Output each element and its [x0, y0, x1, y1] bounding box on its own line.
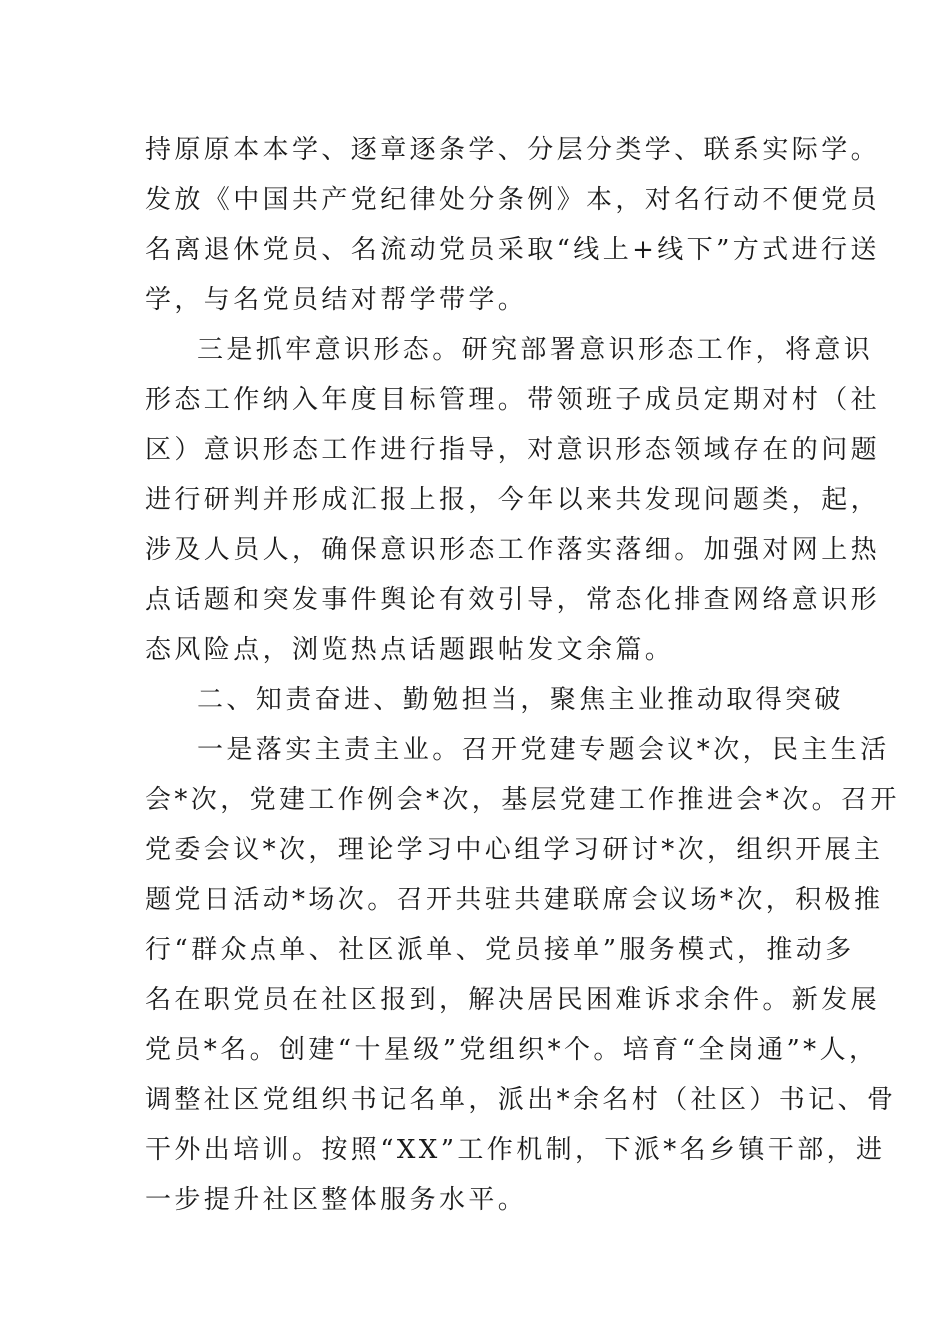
- text-line: 发放《中国共产党纪律处分条例》本，对名行动不便党员: [145, 185, 881, 215]
- text-line: 题党日活动*场次。召开共驻共建联席会议场*次，积极推: [145, 885, 884, 915]
- text-line: 态风险点，浏览热点话题跟帖发文余篇。: [145, 635, 675, 665]
- text-line: 点话题和突发事件舆论有效引导，常态化排查网络意识形: [145, 585, 881, 615]
- text-line: 区）意识形态工作进行指导，对意识形态领域存在的问题: [145, 435, 881, 465]
- text-line: 一步提升社区整体服务水平。: [145, 1185, 528, 1215]
- text-line: 涉及人员人，确保意识形态工作落实落细。加强对网上热: [145, 535, 881, 565]
- text-line: 行“群众点单、社区派单、党员接单”服务模式，推动多: [145, 935, 855, 965]
- text-line: 干外出培训。按照“XX”工作机制，下派*名乡镇干部，进: [145, 1135, 886, 1165]
- text-line: 形态工作纳入年度目标管理。带领班子成员定期对村（社: [145, 385, 881, 415]
- text-line: 党委会议*次，理论学习中心组学习研讨*次，组织开展主: [145, 835, 884, 865]
- text-line: 学，与名党员结对帮学带学。: [145, 285, 528, 315]
- text-line: 会*次，党建工作例会*次，基层党建工作推进会*次。召开: [145, 785, 900, 815]
- section-heading: 二、知责奋进、勤勉担当，聚焦主业推动取得突破: [197, 685, 844, 715]
- text-line: 名在职党员在社区报到，解决居民困难诉求余件。新发展: [145, 985, 881, 1015]
- paragraph-start-line: 一是落实主责主业。召开党建专题会议*次，民主生活: [197, 735, 890, 765]
- text-line: 调整社区党组织书记名单，派出*余名村（社区）书记、骨: [145, 1085, 897, 1115]
- text-line: 持原原本本学、逐章逐条学、分层分类学、联系实际学。: [145, 135, 881, 165]
- text-line: 名离退休党员、名流动党员采取“线上+线下”方式进行送: [145, 235, 880, 265]
- text-line: 党员*名。创建“十星级”党组织*个。培育“全岗通”*人，: [145, 1035, 879, 1065]
- text-line: 进行研判并形成汇报上报，今年以来共发现问题类，起，: [145, 485, 881, 515]
- paragraph-start-line: 三是抓牢意识形态。研究部署意识形态工作，将意识: [197, 335, 874, 365]
